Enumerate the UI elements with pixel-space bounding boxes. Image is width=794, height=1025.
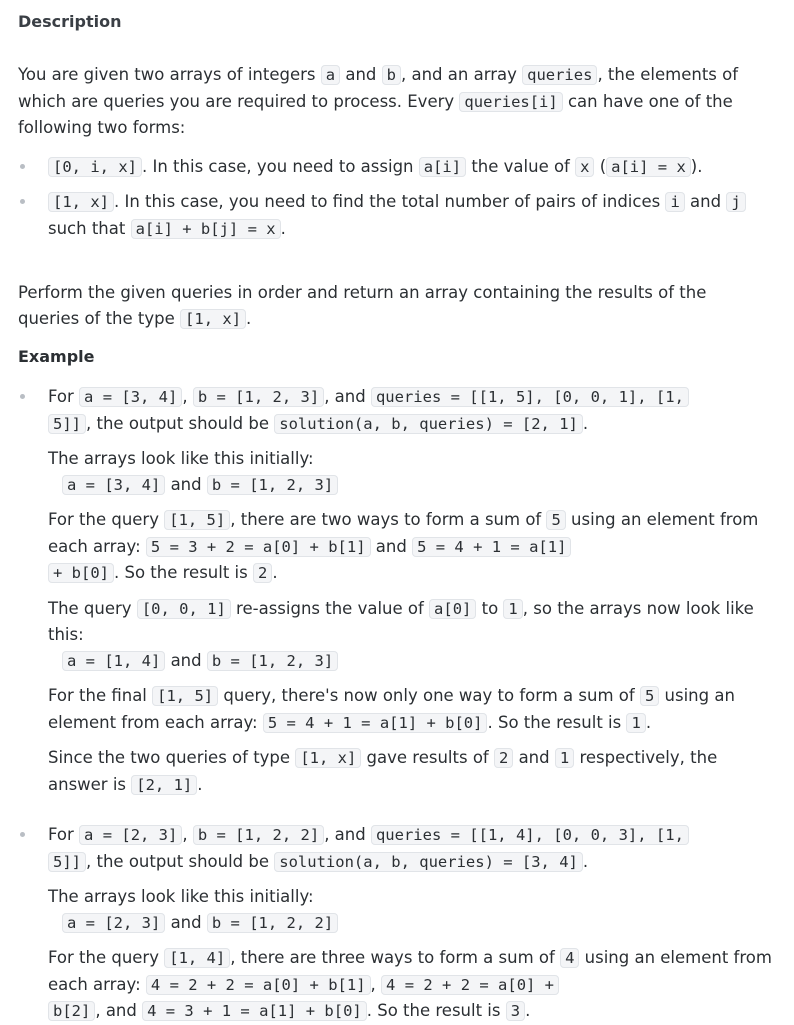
code: 4	[560, 948, 579, 968]
code: [0, 0, 1]	[137, 599, 231, 619]
text: Since the two queries of type	[48, 748, 296, 767]
code: a = [1, 4]	[62, 651, 165, 671]
text: .	[197, 774, 203, 794]
example-2-statement	[18, 822, 772, 875]
intro-paragraph	[18, 62, 772, 141]
code: 5 = 3 + 2 = a[0] + b[1]	[146, 537, 371, 557]
init-arrays	[62, 910, 772, 937]
text: and	[165, 650, 207, 670]
text: .	[582, 413, 589, 433]
code: b = [1, 2, 3]	[193, 387, 324, 407]
text: and	[340, 65, 382, 84]
code: 1	[626, 713, 645, 733]
text: .	[272, 563, 278, 582]
code: 3	[506, 1001, 525, 1021]
code: [1, 5]	[152, 686, 218, 706]
code: [1, x]	[295, 748, 361, 768]
code: i	[665, 192, 684, 212]
text: such that	[48, 218, 131, 238]
code: a = [2, 3]	[79, 825, 182, 845]
text: , and	[324, 387, 371, 406]
init-arrays	[62, 472, 772, 499]
example-1-statement	[18, 384, 772, 437]
description-heading: Description	[18, 12, 122, 31]
form-bullet-count	[18, 189, 772, 242]
code: 1	[555, 748, 574, 768]
text: . So the result is	[114, 563, 253, 582]
text: , the output should be	[86, 851, 275, 871]
text: , and	[324, 825, 371, 844]
text: and	[513, 748, 555, 767]
code: 5	[640, 686, 659, 706]
code: a = [2, 3]	[62, 913, 165, 933]
bullet-dot	[20, 199, 25, 204]
code: 5]]	[48, 852, 86, 872]
init-label: The arrays look like this initially:	[48, 449, 314, 468]
text: The query	[48, 598, 137, 618]
code: solution(a, b, queries) = [3, 4]	[274, 852, 583, 872]
text: For the query	[48, 948, 165, 967]
text: . In this case, you need to assign	[142, 156, 419, 176]
example-2	[18, 822, 772, 1025]
text: (	[594, 156, 607, 176]
text: .	[280, 218, 286, 238]
code: 1	[503, 599, 522, 619]
text: respectively, the answer is	[48, 748, 718, 794]
code: b = [1, 2, 2]	[207, 913, 338, 933]
summary-explanation	[48, 745, 772, 798]
query-3-explanation	[48, 683, 772, 736]
text: .	[582, 851, 589, 871]
text: , there are two ways to form a sum of	[230, 510, 547, 529]
code: j	[726, 192, 745, 212]
text: For the final	[48, 686, 153, 705]
text: .	[645, 712, 652, 732]
text: . So the result is	[366, 1001, 506, 1020]
text: the value of	[466, 156, 576, 176]
code: 5 = 4 + 1 = a[1]	[412, 537, 571, 557]
code: a = [3, 4]	[79, 387, 182, 407]
code: + b[0]	[48, 563, 114, 583]
text: , and an array	[401, 65, 523, 84]
text: using an element from each array:	[48, 510, 759, 556]
code: 5]]	[48, 414, 86, 434]
code: 5	[546, 510, 565, 530]
query-1-explanation	[48, 945, 772, 1025]
form-bullet-assign	[18, 154, 772, 181]
code: a[i] + b[j] = x	[131, 219, 281, 239]
text: to	[476, 598, 504, 618]
task-paragraph	[18, 280, 772, 332]
text: gave results of	[361, 748, 494, 767]
text: .	[525, 1001, 531, 1020]
text: . So the result is	[487, 712, 627, 732]
code: [2, 1]	[131, 775, 197, 795]
code: x	[575, 157, 594, 177]
text: ,	[182, 825, 193, 844]
code: b[2]	[48, 1001, 95, 1021]
text: Perform the given queries in order and return an array containing the results of the queries of the type	[18, 283, 707, 328]
text: and	[370, 536, 413, 556]
text: For	[48, 387, 80, 406]
text: For the query	[48, 510, 165, 529]
text: , the elements of which are queries you are required to process. Every	[18, 65, 739, 111]
code: [1, x]	[48, 192, 114, 212]
code: a[0]	[429, 599, 476, 619]
text: re-assigns the value of	[230, 598, 430, 618]
text: , and	[95, 1001, 143, 1020]
query-2-explanation	[48, 596, 772, 648]
bullet-dot	[20, 394, 25, 399]
text: , so the arrays now look like this:	[48, 598, 754, 644]
code: 4 = 2 + 2 = a[0] + b[1]	[146, 975, 371, 995]
text: ,	[370, 974, 382, 994]
text: and	[684, 192, 727, 211]
code: solution(a, b, queries) = [2, 1]	[274, 414, 583, 434]
task-paragraph-wrap	[18, 280, 772, 332]
code: a[i] = x	[606, 157, 691, 177]
code: 2	[253, 563, 272, 583]
code: b = [1, 2, 3]	[207, 651, 338, 671]
text: using an element from each array:	[48, 686, 735, 732]
code-queries-i: queries[i]	[459, 92, 562, 112]
text: For	[48, 825, 80, 844]
text: query, there's now only one way to form a sum of	[218, 686, 640, 705]
text: . In this case, you need to find the total number of pairs of indices	[114, 192, 666, 211]
code: 4 = 2 + 2 = a[0] +	[381, 975, 559, 995]
query-1-explanation	[48, 507, 772, 587]
text: , the output should be	[86, 413, 275, 433]
text: You are given two arrays of integers	[18, 65, 321, 84]
code: 2	[494, 748, 513, 768]
text: using an element from each array:	[48, 948, 772, 994]
code-a: a	[321, 65, 340, 85]
code-b: b	[382, 65, 401, 85]
code: [1, 4]	[164, 948, 230, 968]
code: b = [1, 2, 2]	[193, 825, 324, 845]
code: [1, 5]	[164, 510, 230, 530]
code: a = [3, 4]	[62, 475, 165, 495]
code-queries: queries	[522, 65, 597, 85]
bullet-dot	[20, 164, 25, 169]
init-label: The arrays look like this initially:	[48, 887, 314, 906]
text: .	[246, 308, 252, 328]
code: queries = [[1, 5], [0, 0, 1], [1,	[371, 387, 689, 407]
code: 4 = 3 + 1 = a[1] + b[0]	[142, 1001, 367, 1021]
code: 5 = 4 + 1 = a[1] + b[0]	[263, 713, 488, 733]
text: , there are three ways to form a sum of	[230, 948, 561, 967]
example-heading: Example	[18, 347, 95, 366]
text: and	[165, 474, 207, 494]
description-body	[18, 62, 772, 242]
code: [0, i, x]	[48, 157, 142, 177]
code: a[i]	[419, 157, 466, 177]
code: [1, x]	[180, 309, 246, 329]
text: can have one of the following two forms:	[18, 91, 733, 137]
text: and	[165, 912, 207, 932]
bullet-dot	[20, 832, 25, 837]
text: ).	[690, 156, 703, 176]
text: ,	[182, 387, 193, 406]
code: b = [1, 2, 3]	[207, 475, 338, 495]
updated-arrays	[62, 648, 772, 675]
example-1	[18, 384, 772, 798]
code: queries = [[1, 4], [0, 0, 3], [1,	[371, 825, 689, 845]
